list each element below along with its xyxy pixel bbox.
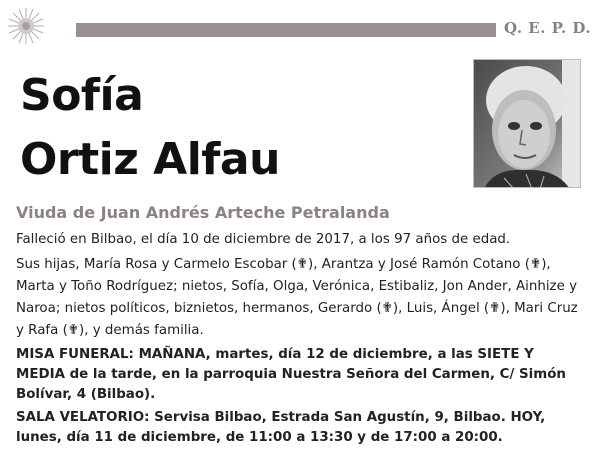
widow-of-line: Viuda de Juan Andrés Arteche Petralanda <box>16 203 390 222</box>
qepd-label: Q. E. P. D. <box>504 19 592 37</box>
deceased-first-name: Sofía <box>20 70 144 121</box>
thistle-flower-icon <box>6 6 46 46</box>
family-list: Sus hijas, María Rosa y Carmelo Escobar (✟), Arantza y José Ramón Cotano (✟), Marta y Toño Rodríguez; nietos, Sofía, Olga, Verónica, Estibaliz, Jon Ander, Ainhize y Naroa; nietos políticos, biznietos, hermanos, Gerardo (✟), Luis, Ángel (✟), Mari Cruz y Rafa (✟), y demás familia. <box>16 257 578 338</box>
death-notice: Falleció en Bilbao, el día 10 de diciembre de 2017, a los 97 años de edad. <box>16 232 511 247</box>
deceased-surnames: Ortiz Alfau <box>20 134 280 185</box>
funeral-mass-info: MISA FUNERAL: MAÑANA, martes, día 12 de diciembre, a las SIETE Y MEDIA de la tarde, en la parroquia Nuestra Señora del Carmen, C/ Simón Bolívar, 4 (Bilbao). <box>16 347 566 402</box>
notice-body <box>16 229 584 451</box>
wake-room-info: SALA VELATORIO: Servisa Bilbao, Estrada San Agustín, 9, Bilbao. HOY, lunes, día 11 de diciembre, de 11:00 a 13:30 y de 17:00 a 20:00. <box>16 410 546 445</box>
header-bar <box>76 23 496 37</box>
portrait-photo <box>473 59 581 188</box>
